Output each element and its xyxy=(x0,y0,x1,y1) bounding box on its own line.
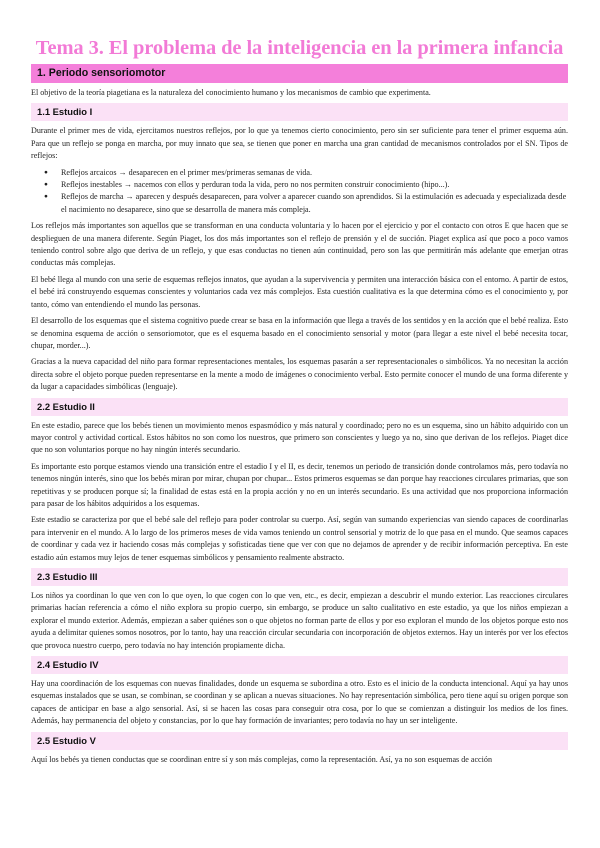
paragraph: Hay una coordinación de los esquemas con nuevas finalidades, donde un esquema se subordina a otro. Esto es el inicio de la conducta intencional. Aquí ya hay unos esquemas instalados que se usan, se combinan, se coordinan y se aplican a nuevas situaciones. No hay representación simbólica, pero tiene aquí su origen porque son capaces de anticipar en base a algo sensorial. Así, si se hacen las cosas para conseguir otra cosa, por lo que se comienzan a distinguir los medios de los fines. Además, hay permanencia del objeto y constancias, por lo que hay formación de invariantes; pero todavía no hay un ser inteligente. xyxy=(31,679,568,726)
stage-heading-1: 1.1 Estudio I xyxy=(31,103,568,121)
list-item: ● Reflejos de marcha → aparecen y después desaparecen, para volver a aparecer cuando son aprendidos. Si la estimulación es adecuada y especializada desde el nacimiento no desaparece, sino que se desarrolla de manera más compleja. xyxy=(61,191,568,216)
paragraph: Los niños ya coordinan lo que ven con lo que oyen, lo que cogen con lo que ven, etc., es decir, empiezan a descubrir el mundo exterior. Las reacciones circulares primarias hacían referencia a cómo el niño explora su propio cuerpo, sin embargo, se produce un salto cualitativo en este estadio, ya que los niños empiezan a explorar el mundo exterior. Además, empiezan a saber quiénes son o que objetos no forman parte de ellos y por eso exploran el mundo de los objetos porque esto nos ayuda a delimitar quienes somos nosotros, por lo tanto, hay una reacción circular secundaria con incorporación de objetos externos. Hay un interés por ver los efectos que provoca nuestro cuerpo, pero todavía no hay intención propiamente dicha. xyxy=(31,591,568,650)
section-heading-periodo-sensoriomotor: 1. Periodo sensoriomotor xyxy=(31,64,568,83)
stage-heading-4: 2.4 Estudio IV xyxy=(31,656,568,674)
paragraph: En este estadio, parece que los bebés tienen un movimiento menos espasmódico y más natural y coordinado; pero no es un esquema, sino un hábito adquirido con un mayor control y actividad cortical. Estos hábitos no son como los nuestros, que primero son conscientes y luego ya no, sino que derivan de los reflejos. Piaget dice que no son voluntarios porque no hay ningún interés secundario. xyxy=(31,420,568,455)
stage-heading-5: 2.5 Estudio V xyxy=(31,732,568,750)
document-title: Tema 3. El problema de la inteligencia en la primera infancia xyxy=(35,37,564,59)
list-item: ● Reflejos inestables → nacemos con ellos y perduran toda la vida, pero no nos permiten construir conocimiento (hipo...). xyxy=(61,179,568,191)
paragraph: Los reflejos más importantes son aquellos que se transforman en una conducta voluntaria y lo hacen por el ejercicio y por el contacto con otros E que hacen que se desplieguen de una manera diferente. Según Piaget, los dos más importantes son el reflejo de prensión y el de succión. Piaget explica así que poco a poco vamos teniendo control sobre algo que deriva de un reflejo, y que esas conductas no tienen aún continuidad, pero son las que permitirán más adelante que emerjan otras conductas más complejas. xyxy=(31,221,568,268)
paragraph: El desarrollo de los esquemas que el sistema cognitivo puede crear se basa en la información que llega a través de los sentidos y en la acción que el bebé realiza. Esto se denomina esquema de acción o sensoriomotor, que es el esquema basado en el conocimiento sensorial y motor (para llegar a este nivel el bebé necesita tocar, chupar, morder...). xyxy=(31,316,568,350)
list-item: ● Reflejos arcaicos → desaparecen en el primer mes/primeras semanas de vida. xyxy=(61,167,568,179)
paragraph: Aquí los bebés ya tienen conductas que se coordinan entre sí y son más complejas, como la representación. Así, ya no son esquemas de acción xyxy=(31,754,492,764)
paragraph: Gracias a la nueva capacidad del niño para formar representaciones mentales, los esquemas pasarán a ser representacionales o simbólicos. Ya no necesitan la acción directa sobre el objeto porque pueden representarse en la mente a modo de imágenes o conocimiento verbal. Esto permite conocer el mundo de una forma diferente y da lugar a capacidades simbólicas (lenguaje). xyxy=(31,357,568,392)
paragraph: Durante el primer mes de vida, ejercitamos nuestros reflejos, por lo que ya tenemos cierto conocimiento, pero sin ser suficiente para tener el primer esquema aún. Para que un reflejo se ponga en marcha, por muy innato que sea, se tienen que poner en marcha una gran cantidad de mecanismos controlados por el SN. Tipos de reflejos: xyxy=(31,126,568,161)
section-intro: El objetivo de la teoría piagetiana es la naturaleza del conocimiento humano y los mecanismos de cambio que experimenta. xyxy=(31,88,431,97)
stage-heading-3: 2.3 Estudio III xyxy=(31,568,568,586)
stage-heading-2: 2.2 Estudio II xyxy=(31,398,568,416)
reflex-types-list xyxy=(31,167,568,217)
paragraph: Es importante esto porque estamos viendo una transición entre el estadio I y el II, es decir, tenemos un periodo de transición donde controlamos más, pero todavía no tenemos ningún interés, sino que los bebés miran por mirar, chupan por chupar... Estos primeros esquemas se dan porque hay reacciones circulares primarias, que son repetitivas y se producen porque sí; la finalidad de estas está en la propia acción y no en un interés secundario. Es una actividad que nos proporciona información para pasar de los hábitos adquiridos a los esquemas. xyxy=(31,461,568,508)
paragraph: El bebé llega al mundo con una serie de esquemas reflejos innatos, que ayudan a la supervivencia y permiten una interacción básica con el entorno. A partir de estos, el bebé irá construyendo esquemas conscientes y voluntarios cada vez más complejos. Esta cuestión cualitativa es la que determina cómo es el conocimiento y, por tanto, cómo van entendiendo el mundo las personas. xyxy=(31,274,568,309)
paragraph: Este estadio se caracteriza por que el bebé sale del reflejo para poder controlar su cuerpo. Así, según van sumando experiencias van siendo capaces de coordinarlas para intervenir en el mundo. A lo largo de los primeros meses de vida vamos teniendo un control sensorial y motriz de lo que pasa en el mundo. Que seamos capaces de coordinar y cada vez ir haciendo cosas más complejas y sofisticadas tiene que ver con que no dejamos de aprender y de recibir información perceptiva. En este estadio aún estamos muy lejos de tener esquemas simbólicos y pensamiento realmente abstracto. xyxy=(31,515,568,562)
